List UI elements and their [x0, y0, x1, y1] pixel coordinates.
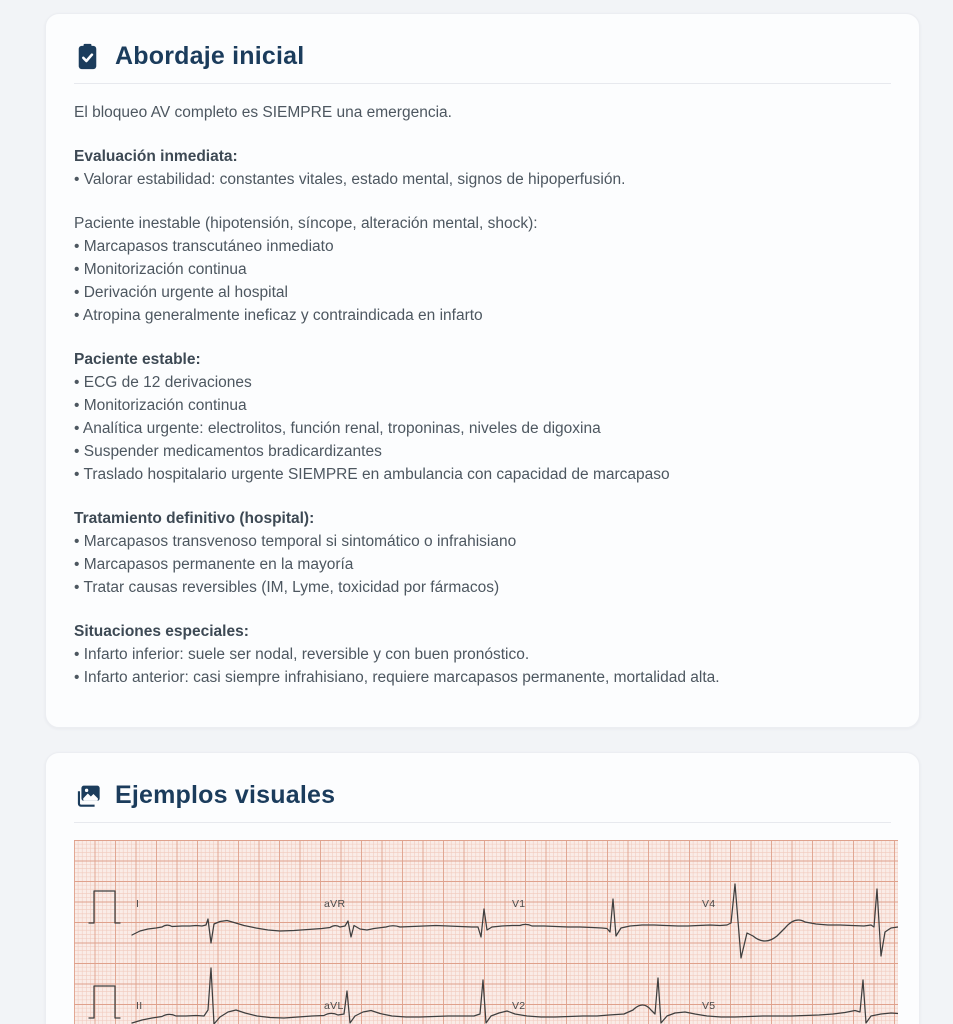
bullet-item: • Monitorización continua	[74, 261, 247, 278]
ecg-grid-paper	[74, 840, 898, 1024]
section-heading: Paciente inestable (hipotensión, síncope, alteración mental, shock):	[74, 215, 538, 232]
bullet-item: • Marcapasos transcutáneo inmediato	[74, 238, 334, 255]
ecg-lead-label: II	[136, 1000, 143, 1012]
bullet-item: • ECG de 12 derivaciones	[74, 374, 252, 391]
ecg-lead-label: V1	[512, 898, 526, 910]
card-content	[74, 840, 891, 1024]
section	[74, 507, 891, 599]
section-heading: Tratamiento definitivo (hospital):	[74, 510, 315, 527]
section-heading: Situaciones especiales:	[74, 623, 249, 640]
section	[74, 212, 891, 327]
ecg-strip-image	[74, 840, 898, 1024]
abordaje-sections	[74, 145, 891, 689]
images-icon	[74, 782, 101, 809]
section	[74, 348, 891, 486]
bullet-item: • Infarto anterior: casi siempre infrahisiano, requiere marcapasos permanente, mortalidad alta.	[74, 669, 720, 686]
ecg-svg	[74, 840, 898, 1024]
section	[74, 145, 891, 191]
ecg-lead-label: V2	[512, 1000, 526, 1012]
ecg-lead-label: aVR	[324, 898, 346, 910]
intro-paragraph: El bloqueo AV completo es SIEMPRE una emergencia.	[74, 104, 452, 121]
bullet-item: • Derivación urgente al hospital	[74, 284, 288, 301]
bullet-item: • Analítica urgente: electrolitos, función renal, troponinas, niveles de digoxina	[74, 420, 601, 437]
bullet-item: • Infarto inferior: suele ser nodal, reversible y con buen pronóstico.	[74, 646, 530, 663]
bullet-item: • Tratar causas reversibles (IM, Lyme, toxicidad por fármacos)	[74, 579, 500, 596]
card-content	[74, 101, 891, 689]
ecg-lead-label: V4	[702, 898, 716, 910]
ecg-lead-label: V5	[702, 1000, 716, 1012]
ecg-lead-label: I	[136, 898, 140, 910]
bullet-item: • Marcapasos permanente en la mayoría	[74, 556, 354, 573]
card-abordaje-inicial	[45, 13, 920, 728]
bullet-item: • Atropina generalmente ineficaz y contraindicada en infarto	[74, 307, 483, 324]
section	[74, 620, 891, 689]
bullet-item: • Suspender medicamentos bradicardizantes	[74, 443, 382, 460]
card-header	[74, 781, 891, 823]
section-heading: Evaluación inmediata:	[74, 148, 238, 165]
card-title-abordaje: Abordaje inicial	[115, 42, 305, 70]
card-header	[74, 42, 891, 84]
ecg-lead-label: aVL	[324, 1000, 344, 1012]
clipboard-check-icon	[74, 43, 101, 70]
bullet-item: • Valorar estabilidad: constantes vitales, estado mental, signos de hipoperfusión.	[74, 171, 626, 188]
card-ejemplos-visuales	[45, 752, 920, 1024]
section-heading: Paciente estable:	[74, 351, 201, 368]
bullet-item: • Traslado hospitalario urgente SIEMPRE en ambulancia con capacidad de marcapaso	[74, 466, 670, 483]
bullet-item: • Marcapasos transvenoso temporal si sintomático o infrahisiano	[74, 533, 517, 550]
card-title-ejemplos: Ejemplos visuales	[115, 781, 336, 809]
bullet-item: • Monitorización continua	[74, 397, 247, 414]
